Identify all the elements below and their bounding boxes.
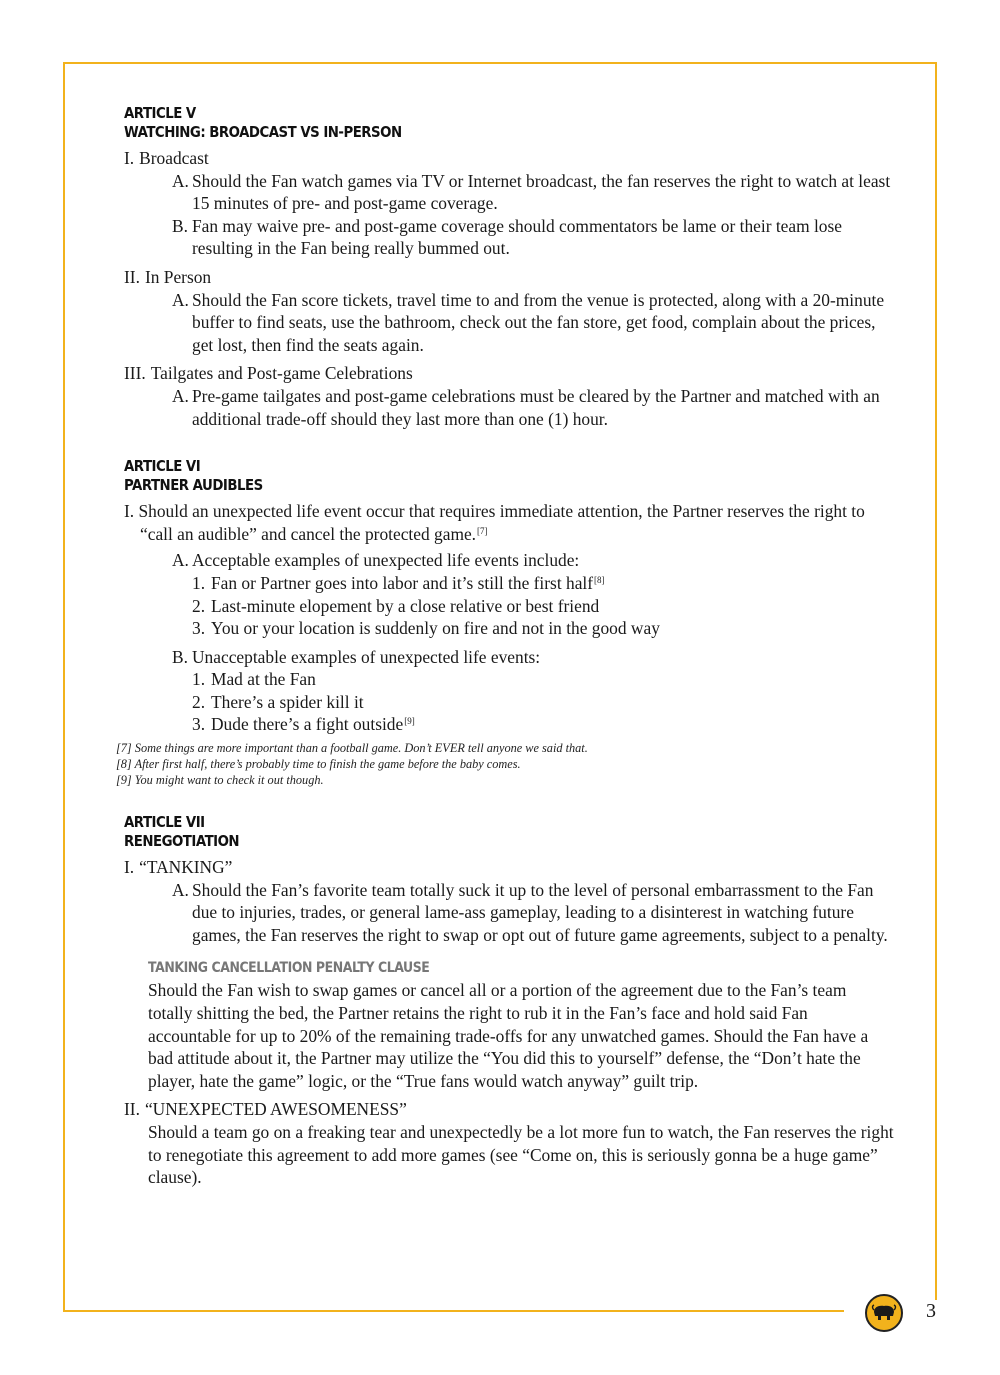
list-item xyxy=(172,617,894,640)
clause-label: A. xyxy=(172,170,189,191)
footnote-ref: [9] xyxy=(404,716,415,727)
clause-label: A. xyxy=(172,289,189,310)
article-7 xyxy=(124,813,894,1189)
footnote: [8] After first half, there’s probably time to finish the game before the baby comes. xyxy=(116,757,521,772)
penalty-clause-text: Should the Fan wish to swap games or cancel all or a portion of the agreement due to the Fan’s team totally shitting the bed, the Partner retains the right to rub it in the Fan’s face and hold said Fan accountable for up to 20% of the remaining trade-offs for any unwatched games. Should the Fan have a bad attitude about it, the Partner may utilize the “You did this to yourself” defense, the “Don’t hate the player, hate the game” logic, or the “True fans would watch anyway” guilt trip. xyxy=(148,980,869,1091)
clause-text: Pre-game tailgates and post-game celebrations must be cleared by the Partner and matched with an additional trade-off should they last more than one (1) hour. xyxy=(192,385,880,429)
clause-text: Should the Fan score tickets, travel time to and from the venue is protected, along with a 20-minute buffer to find seats, use the bathroom, check out the fan store, get food, complain about the prices, get lost, then find the seats again. xyxy=(192,289,885,355)
clause xyxy=(124,170,894,215)
clause-label: A. xyxy=(172,550,189,571)
section-label: II. xyxy=(124,266,140,287)
list-text: There’s a spider kill it xyxy=(211,691,364,712)
article-title: PARTNER AUDIBLES xyxy=(124,476,263,495)
section xyxy=(124,266,894,356)
section-label: I. xyxy=(124,501,135,522)
section-body: Should a team go on a freaking tear and unexpectedly be a lot more fun to watch, the Fan reserves the right to renegotiate this agreement to add more games (see “Come on, this is seriously gonna be a huge game” clause). xyxy=(148,1122,894,1188)
article-number: ARTICLE V xyxy=(124,104,196,122)
buffalo-icon xyxy=(871,1303,897,1323)
article-title: RENEGOTIATION xyxy=(124,832,240,851)
clause-text: Should the Fan’s favorite team totally suck it up to the level of personal embarrassment to the Fan due to injuries, trades, or general lame-ass gameplay, leading to a disinterest in watching future games, the Fan reserves the right to swap or opt out of future game agreements, subject to a penalty. xyxy=(192,879,888,945)
list-label: 1. xyxy=(192,669,206,690)
clause-text: Unacceptable examples of unexpected life events: xyxy=(192,646,541,667)
list-text: Dude there’s a fight outside xyxy=(211,714,404,735)
list-label: 3. xyxy=(192,618,206,639)
article-6 xyxy=(116,457,894,788)
article-5 xyxy=(124,104,894,430)
list-text: Fan or Partner goes into labor and it’s still the first half xyxy=(211,572,594,593)
section-text: “UNEXPECTED AWESOMENESS” xyxy=(144,1099,407,1120)
document-body xyxy=(116,104,894,1216)
footnote-ref: [8] xyxy=(594,574,605,585)
clause-group xyxy=(124,646,894,736)
clause-label: A. xyxy=(172,385,189,406)
list-item xyxy=(172,691,894,714)
penalty-clause-heading: TANKING CANCELLATION PENALTY CLAUSE xyxy=(148,960,430,977)
section-text: In Person xyxy=(144,266,212,287)
section-label: III. xyxy=(124,363,146,384)
clause xyxy=(124,289,894,357)
section-text: “TANKING” xyxy=(139,857,233,878)
page-number: 3 xyxy=(926,1300,936,1322)
section-text: Tailgates and Post-game Celebrations xyxy=(150,363,413,384)
clause xyxy=(172,646,894,669)
clause-text: Should the Fan watch games via TV or Internet broadcast, the fan reserves the right to watch at least 15 minutes of pre- and post-game coverage. xyxy=(192,170,891,214)
clause xyxy=(124,385,894,430)
list-item xyxy=(172,668,894,691)
clause-group xyxy=(124,549,894,639)
section-label: I. xyxy=(124,857,135,878)
clause xyxy=(124,879,894,947)
clause-label: B. xyxy=(172,646,188,667)
section-body: Should an unexpected life event occur that requires immediate attention, the Partner reserves the right to “call an audible” and cancel the protected game. xyxy=(138,501,865,544)
list-label: 3. xyxy=(192,714,206,735)
clause-text: Fan may waive pre- and post-game coverage should commentators be lame or their team lose resulting in the Fan being really bummed out. xyxy=(192,215,842,259)
section-heading xyxy=(124,362,894,385)
list-item xyxy=(172,713,894,736)
section xyxy=(124,147,894,260)
clause-text: Acceptable examples of unexpected life events include: xyxy=(192,550,580,571)
clause xyxy=(124,215,894,260)
section-heading xyxy=(124,266,894,289)
footnote: [9] You might want to check it out though. xyxy=(116,773,324,788)
section-label: II. xyxy=(124,1099,140,1120)
clause-label: B. xyxy=(172,215,188,236)
list-text: Mad at the Fan xyxy=(211,669,316,690)
footnote-ref: [7] xyxy=(477,525,488,536)
footnote: [7] Some things are more important than a football game. Don’t EVER tell anyone we said that. xyxy=(116,741,588,756)
article-number: ARTICLE VI xyxy=(124,457,201,476)
list-label: 1. xyxy=(192,572,206,593)
clause-label: A. xyxy=(172,879,189,900)
section-text xyxy=(124,500,894,545)
list-text: You or your location is suddenly on fire and not in the good way xyxy=(211,618,660,639)
list-item xyxy=(172,595,894,618)
list-text: Last-minute elopement by a close relative or best friend xyxy=(211,595,600,616)
section-text: Broadcast xyxy=(139,148,209,168)
article-number: ARTICLE VII xyxy=(124,813,205,832)
section-heading xyxy=(124,856,894,879)
list-item xyxy=(172,572,894,595)
section-label: I. xyxy=(124,148,135,168)
section xyxy=(124,362,894,430)
section-heading xyxy=(124,147,894,170)
list-label: 2. xyxy=(192,595,206,616)
clause xyxy=(172,549,894,572)
section-heading xyxy=(124,1098,894,1121)
buffalo-logo-icon xyxy=(865,1294,903,1332)
list-label: 2. xyxy=(192,691,206,712)
article-title: WATCHING: BROADCAST VS IN-PERSON xyxy=(124,123,402,141)
footnotes xyxy=(116,740,894,788)
